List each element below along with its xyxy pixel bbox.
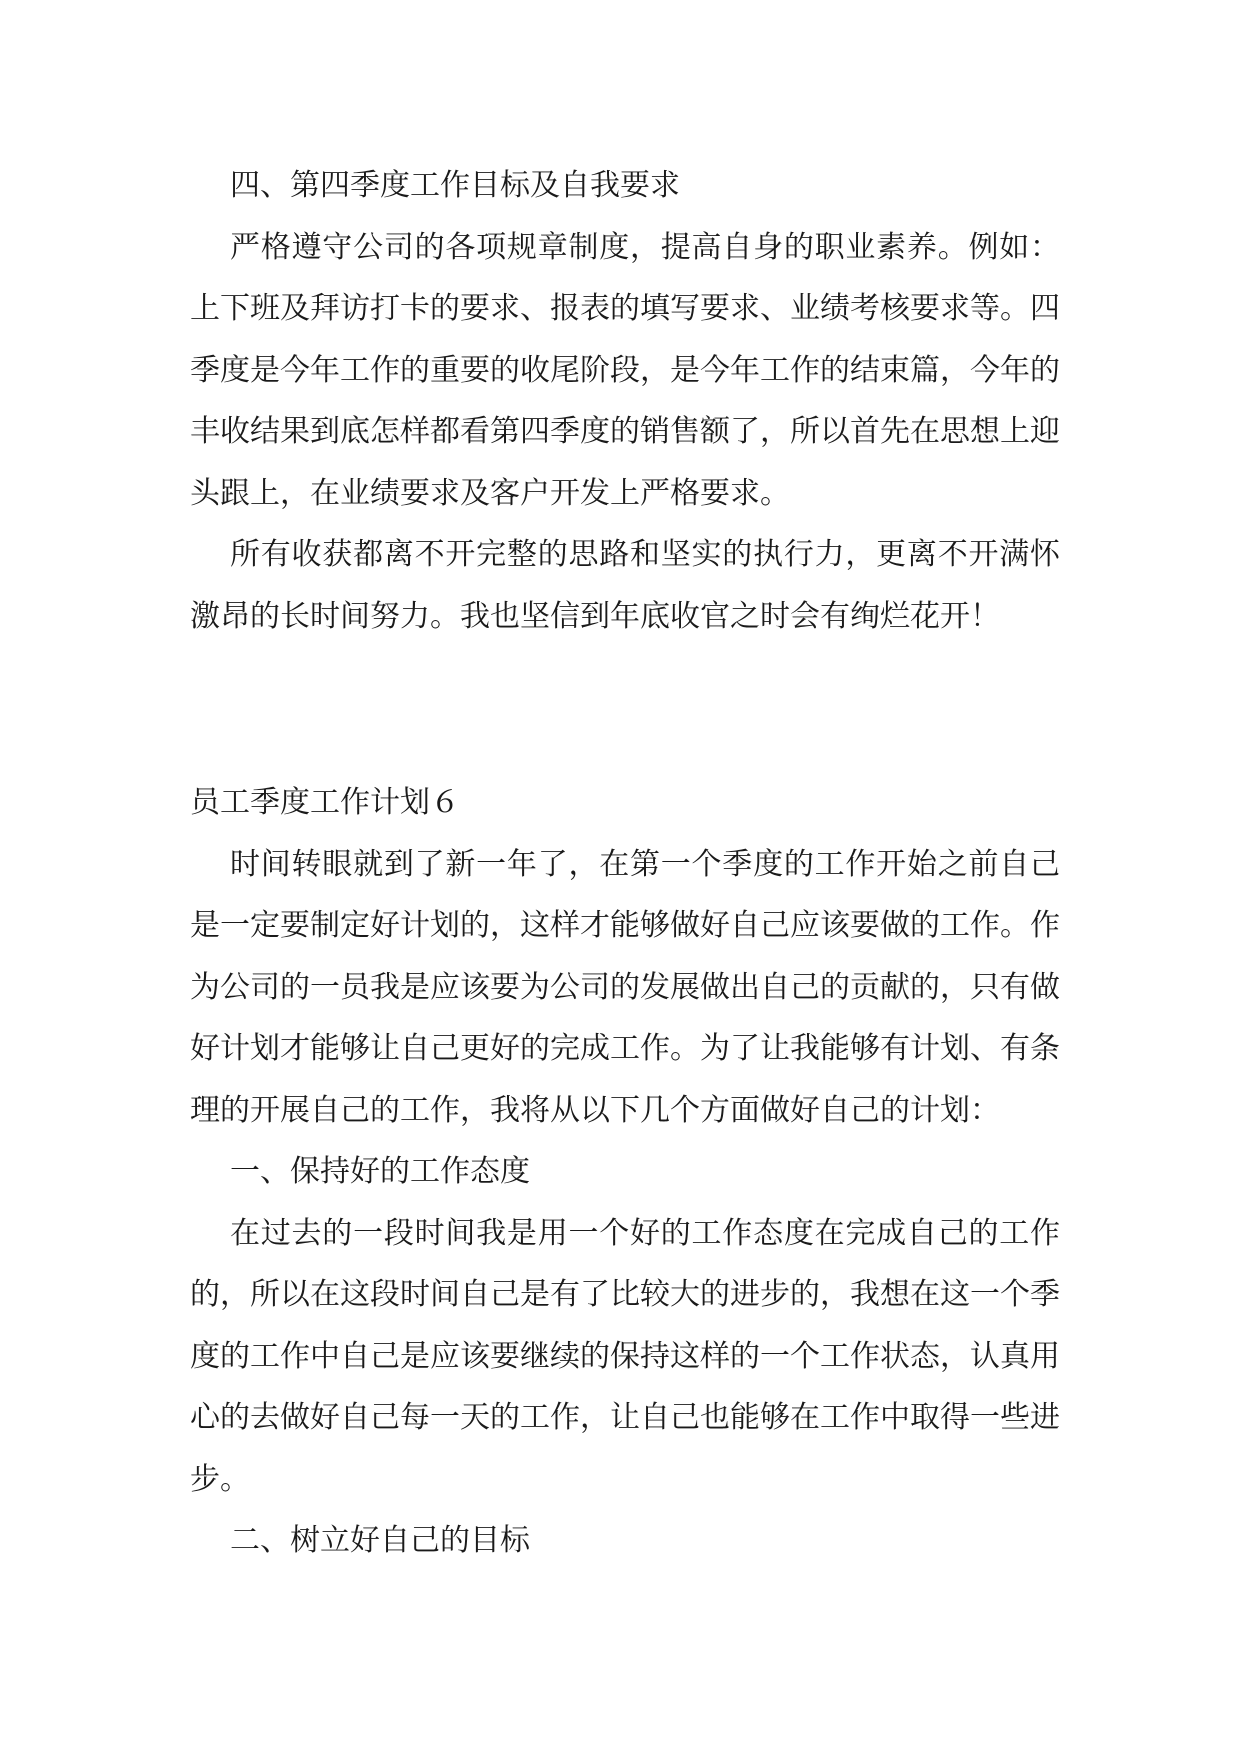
section-heading: 一、保持好的工作态度: [230, 1154, 530, 1189]
section-heading: 二、树立好自己的目标: [230, 1523, 530, 1558]
section-spacer: [190, 647, 1060, 772]
paragraph: 严格遵守公司的各项规章制度，提高自身的职业素养。例如：上下班及拜访打卡的要求、报表的填写要求、业绩考核要求等。四季度是今年工作的重要的收尾阶段，是今年工作的结束篇，今年的丰收结果到底怎样都看第四季度的销售额了，所以首先在思想上迎头跟上，在业绩要求及客户开发上严格要求。: [190, 229, 1060, 511]
document-title: 员工季度工作计划６: [190, 785, 460, 820]
paragraph: 时间转眼就到了新一年了，在第一个季度的工作开始之前自己是一定要制定好计划的，这样才能够做好自己应该要做的工作。作为公司的一员我是应该要为公司的发展做出自己的贡献的，只有做好计划才能够让自己更好的完成工作。为了让我能够有计划、有条理的开展自己的工作，我将从以下几个方面做好自己的计划：: [190, 846, 1060, 1128]
paragraph: 在过去的一段时间我是用一个好的工作态度在完成自己的工作的，所以在这段时间自己是有了比较大的进步的，我想在这一个季度的工作中自己是应该要继续的保持这样的一个工作状态，认真用心的去做好自己每一天的工作，让自己也能够在工作中取得一些进步。: [190, 1215, 1060, 1497]
paragraph: 所有收获都离不开完整的思路和坚实的执行力，更离不开满怀激昂的长时间努力。我也坚信到年底收官之时会有绚烂花开！: [190, 537, 1060, 634]
document-body: [190, 155, 1060, 1572]
section-heading: 四、第四季度工作目标及自我要求: [230, 168, 680, 203]
